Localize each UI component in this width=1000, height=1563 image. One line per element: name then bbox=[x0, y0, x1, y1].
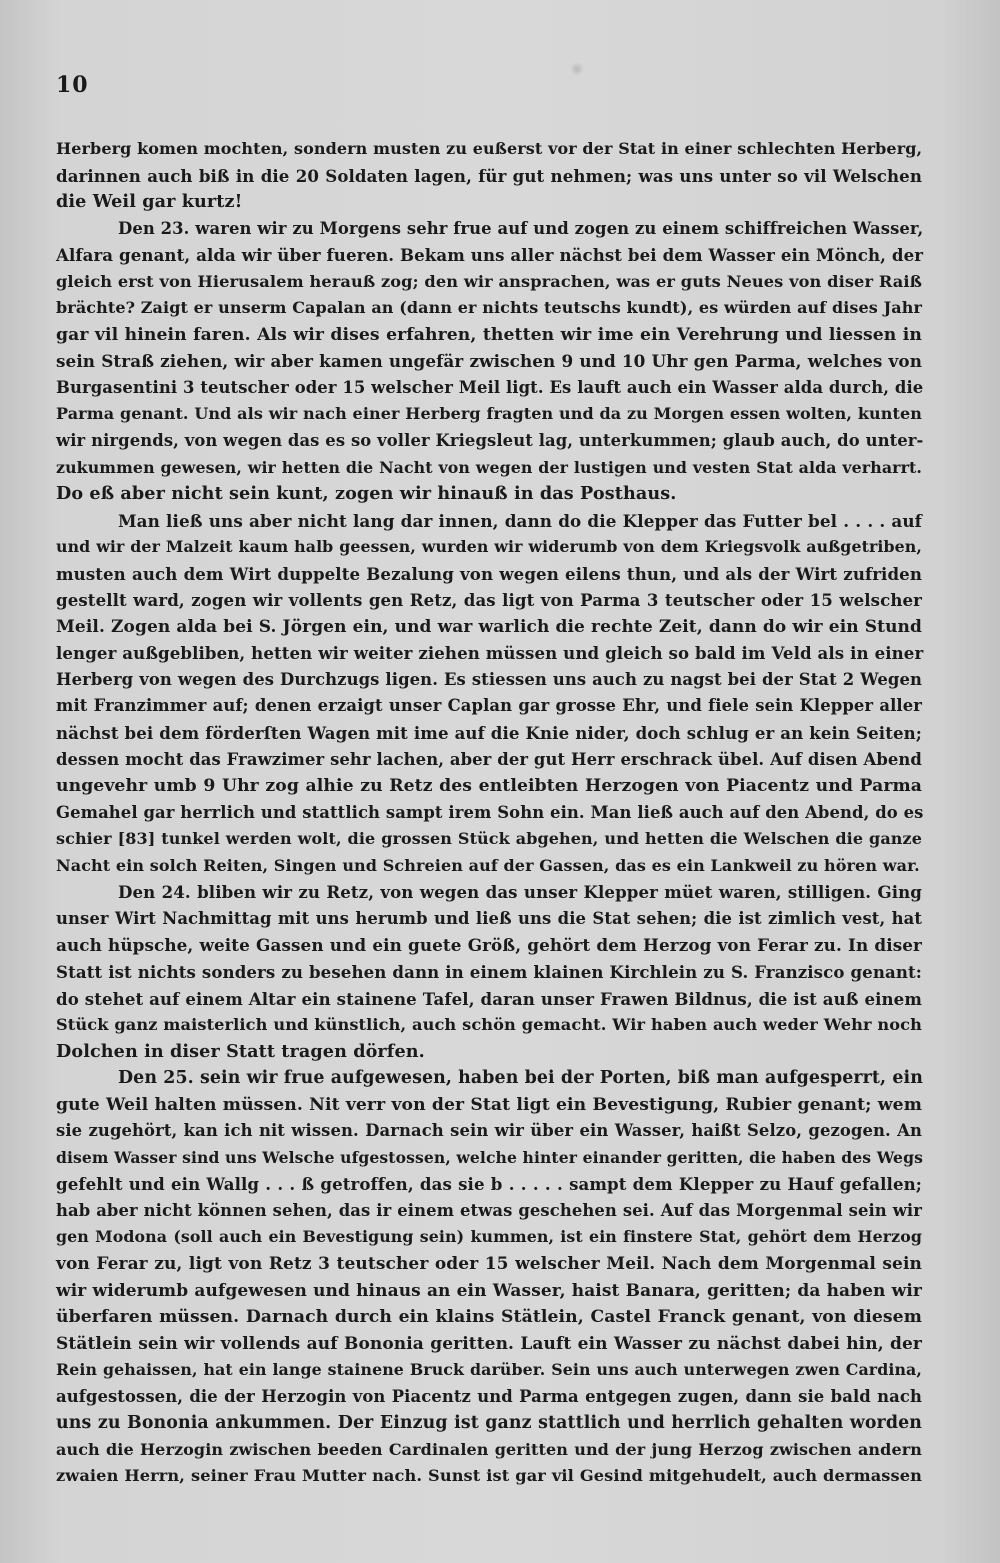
text-line: gar vil hinein faren. Als wir dises erfahren, thetten wir ime ein Verehrung und liessen in bbox=[56, 324, 922, 345]
text-line: Rein gehaissen, hat ein lange stainene Bruck darüber. Sein uns auch unterwegen zwen Cardina, bbox=[56, 1360, 922, 1380]
text-line: aufgestossen, die der Herzogin von Piacentz und Parma entgegen zugen, dann sie bald nach bbox=[56, 1386, 922, 1406]
ink-smudge bbox=[570, 62, 584, 76]
text-line: gute Weil halten müssen. Nit verr von der Stat ligt ein Bevestigung, Rubier genant; wem bbox=[56, 1094, 922, 1115]
text-line: Statt ist nichts sonders zu besehen dann in einem klainen Kirchlein zu S. Franzisco genant: bbox=[56, 961, 922, 982]
text-line: von Ferar zu, ligt von Retz 3 teutscher oder 15 welscher Meil. Nach dem Morgenmal sein bbox=[56, 1253, 922, 1274]
text-line: Alfara genant, alda wir über fueren. Bekam uns aller nächst bei dem Wasser ein Mönch, der bbox=[56, 245, 924, 266]
text-line: zukummen gewesen, wir hetten die Nacht von wegen der lustigen und vesten Stat alda verharrt. bbox=[56, 457, 922, 477]
text-line: Do eß aber nicht sein kunt, zogen wir hinauß in das Posthaus. bbox=[56, 483, 677, 505]
text-line: auch hüpsche, weite Gassen und ein guete Größ, gehört dem Herzog von Ferar zu. In diser bbox=[56, 935, 922, 956]
text-line: nächst bei dem förderſten Wagen mit ime auf die Knie nider, doch schlug er an kein Seiten; bbox=[56, 723, 922, 744]
text-line: uns zu Bononia ankummen. Der Einzug ist ganz stattlich und herrlich gehalten worden bbox=[56, 1413, 922, 1434]
text-line: Stück ganz maisterlich und künstlich, auch schön gemacht. Wir haben auch weder Wehr noch bbox=[56, 1015, 922, 1035]
text-line: Nacht ein solch Reiten, Singen und Schreien auf der Gassen, das es ein Lankweil zu hören war. bbox=[56, 855, 920, 875]
text-line: sein Straß ziehen, wir aber kamen ungefär zwischen 9 und 10 Uhr gen Parma, welches von bbox=[56, 351, 922, 372]
text-line: schier [83] tunkel werden wolt, die grossen Stück abgehen, und hetten die Welschen die ganze bbox=[56, 829, 922, 849]
body-text bbox=[56, 136, 922, 1490]
text-line: Den 25. sein wir frue aufgewesen, haben bei der Porten, biß man aufgesperrt, ein bbox=[118, 1068, 923, 1089]
text-line: überfaren müssen. Darnach durch ein klains Stätlein, Castel Franck genant, von diesem bbox=[56, 1307, 922, 1328]
text-line: Burgasentini 3 teutscher oder 15 welscher Meil ligt. Es lauft auch ein Wasser alda durch, die bbox=[56, 377, 924, 397]
text-line: lenger außgebliben, hetten wir weiter ziehen müssen und gleich so bald im Veld als in einer bbox=[56, 643, 924, 664]
text-line: dessen mocht das Frawzimer sehr lachen, aber der gut Herr erschrack übel. Auf disen Abend bbox=[56, 749, 922, 769]
text-line: Den 23. waren wir zu Morgens sehr frue auf und zogen zu einem schiffreichen Wasser, bbox=[118, 218, 924, 238]
text-line: die Weil gar kurtz! bbox=[56, 191, 243, 213]
text-line: Den 24. bliben wir zu Retz, von wegen das unser Klepper müet waren, stilligen. Ging bbox=[118, 882, 922, 903]
text-line: Stätlein sein wir vollends auf Bononia geritten. Lauft ein Wasser zu nächst dabei hin, der bbox=[56, 1333, 922, 1354]
text-line: Meil. Zogen alda bei S. Jörgen ein, und war warlich die rechte Zeit, dann do wir ein Stund bbox=[56, 616, 922, 637]
text-line: und wir der Malzeit kaum halb geessen, wurden wir widerumb von dem Kriegsvolk außgetriben, bbox=[56, 537, 922, 557]
text-line: gestellt ward, zogen wir vollents gen Retz, das ligt von Parma 3 teutscher oder 15 welscher bbox=[56, 590, 922, 611]
text-line: darinnen auch biß in die 20 Soldaten lagen, für gut nehmen; was uns unter so vil Welschen bbox=[56, 165, 922, 186]
text-line: brächte? Zaigt er unserm Capalan an (dann er nichts teutschs kundt), es würden auf dises Jahr bbox=[56, 298, 922, 318]
text-line: unser Wirt Nachmittag mit uns herumb und ließ uns die Stat sehen; die ist zimlich vest, hat bbox=[56, 908, 922, 928]
text-line: disem Wasser sind uns Welsche ufgestossen, welche hinter einander geritten, die haben des Wegs bbox=[56, 1147, 923, 1167]
text-line: gen Modona (soll auch ein Bevestigung sein) kummen, ist ein finstere Stat, gehört dem Herzog bbox=[56, 1227, 922, 1247]
text-line: Parma genant. Und als wir nach einer Herberg fragten und da zu Morgen essen wolten, kunten bbox=[56, 404, 922, 424]
text-line: musten auch dem Wirt duppelte Bezalung von wegen eilens thun, und als der Wirt zufriden bbox=[56, 563, 922, 584]
text-line: gefehlt und ein Wallg . . . ß getroffen, das sie b . . . . . sampt dem Klepper zu Hauf gefallen; bbox=[56, 1174, 922, 1195]
text-line: sie zugehört, kan ich nit wissen. Darnach sein wir über ein Wasser, haißt Selzo, gezogen. An bbox=[56, 1121, 922, 1141]
text-line: Gemahel gar herrlich und stattlich sampt irem Sohn ein. Man ließ auch auf den Abend, do es bbox=[56, 802, 924, 822]
text-line: auch die Herzogin zwischen beeden Cardinalen geritten und der jung Herzog zwischen andern bbox=[56, 1439, 922, 1459]
text-line: Dolchen in diser Statt tragen dörfen. bbox=[56, 1040, 425, 1062]
text-line: mit Franzimmer auf; denen erzaigt unser Caplan gar grosse Ehr, und fiele sein Klepper aller bbox=[56, 696, 922, 716]
text-line: zwaien Herrn, seiner Frau Mutter nach. Sunst ist gar vil Gesind mitgehudelt, auch dermassen bbox=[56, 1466, 922, 1486]
text-line: gleich erst von Hierusalem herauß zog; den wir ansprachen, was er guts Neues von diser Raiß bbox=[56, 271, 922, 291]
text-line: Herberg von wegen des Durchzugs ligen. Es stiessen uns auch zu nagst bei der Stat 2 Wegen bbox=[56, 669, 922, 689]
text-line: wir nirgends, von wegen das es so voller Kriegsleut lag, unterkummen; glaub auch, do unter- bbox=[56, 431, 924, 451]
text-line: Herberg komen mochten, sondern musten zu eußerst vor der Stat in einer schlechten Herberg, bbox=[56, 139, 923, 158]
text-line: hab aber nicht können sehen, das ir einem etwas geschehen sei. Auf das Morgenmal sein wir bbox=[56, 1200, 922, 1220]
text-line: wir widerumb aufgewesen und hinaus an ein Wasser, haist Banara, geritten; da haben wir bbox=[56, 1280, 922, 1301]
text-line: Man ließ uns aber nicht lang dar innen, dann do die Klepper das Futter bel . . . . auf bbox=[118, 510, 922, 531]
page-number: 10 bbox=[56, 72, 89, 98]
text-line: do stehet auf einem Altar ein stainene Tafel, daran unser Frawen Bildnus, die ist auß einem bbox=[56, 988, 922, 1009]
text-line: ungevehr umb 9 Uhr zog alhie zu Retz des entleibten Herzogen von Piacentz und Parma bbox=[56, 776, 922, 797]
